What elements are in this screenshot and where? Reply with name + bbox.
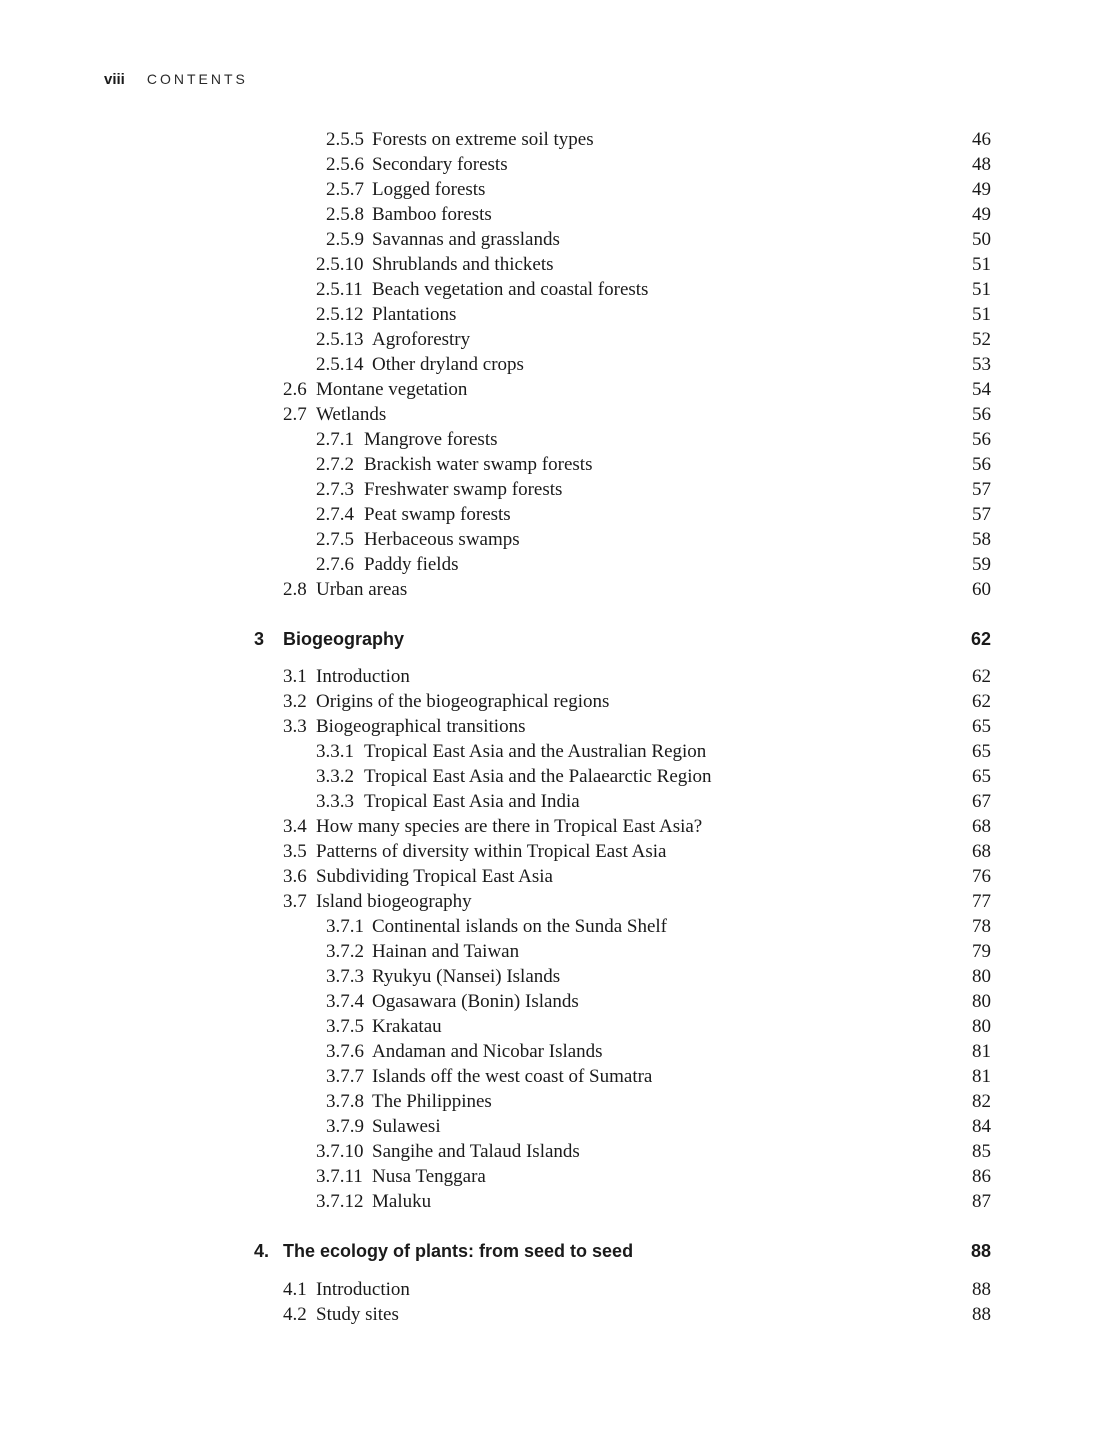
entry-number: 3.1: [283, 666, 307, 687]
entry-number: 2.5.13: [316, 329, 364, 350]
entry-page: 50: [972, 229, 991, 250]
toc-entry[interactable]: [0, 914, 1117, 939]
entry-title: Islands off the west coast of Sumatra: [372, 1066, 653, 1087]
entry-page: 77: [972, 891, 991, 912]
entry-title: Secondary forests: [372, 154, 508, 175]
toc-entry[interactable]: [0, 252, 1117, 277]
chapter-title: Biogeography: [283, 629, 405, 649]
entry-number: 2.5.5: [326, 129, 364, 150]
entry-number: 2.7.5: [316, 529, 354, 550]
entry-title: Urban areas: [316, 579, 408, 600]
entry-number: 2.7.6: [316, 554, 354, 575]
entry-number: 3.3: [283, 716, 307, 737]
entry-title: Other dryland crops: [372, 354, 524, 375]
entry-page: 79: [972, 941, 991, 962]
toc-entry[interactable]: [0, 939, 1117, 964]
toc-entry[interactable]: [0, 402, 1117, 427]
entry-page: 51: [972, 254, 991, 275]
entry-title: Krakatau: [372, 1016, 442, 1037]
toc-entry[interactable]: [0, 789, 1117, 814]
entry-page: 65: [972, 716, 991, 737]
entry-page: 86: [972, 1166, 991, 1187]
entry-page: 59: [972, 554, 991, 575]
toc-entry[interactable]: [0, 1064, 1117, 1089]
entry-number: 3.7.8: [326, 1091, 364, 1112]
entry-title: Brackish water swamp forests: [364, 454, 593, 475]
toc-entry[interactable]: [0, 1089, 1117, 1114]
entry-page: 62: [972, 691, 991, 712]
entry-page: 67: [972, 791, 991, 812]
entry-page: 88: [972, 1279, 991, 1300]
toc-entry[interactable]: [0, 1039, 1117, 1064]
entry-number: 3.7.7: [326, 1066, 364, 1087]
chapter-title: The ecology of plants: from seed to seed: [283, 1241, 634, 1261]
entry-title: Study sites: [316, 1304, 399, 1325]
toc-entry[interactable]: [0, 127, 1117, 152]
toc-entry[interactable]: [0, 502, 1117, 527]
entry-title: Ogasawara (Bonin) Islands: [372, 991, 579, 1012]
toc-entry[interactable]: [0, 664, 1117, 689]
entry-number: 3.7.12: [316, 1191, 364, 1212]
entry-title: Hainan and Taiwan: [372, 941, 520, 962]
entry-title: Origins of the biogeographical regions: [316, 691, 610, 712]
toc-chapter-heading[interactable]: [0, 627, 1117, 652]
chapter-number: 3: [254, 629, 265, 649]
entry-title: Introduction: [316, 666, 410, 687]
toc-entry[interactable]: [0, 527, 1117, 552]
entry-title: How many species are there in Tropical East Asia?: [316, 816, 703, 837]
toc-entry[interactable]: [0, 352, 1117, 377]
entry-page: 84: [972, 1116, 991, 1137]
entry-title: Andaman and Nicobar Islands: [372, 1041, 603, 1062]
toc-entry[interactable]: [0, 714, 1117, 739]
entry-number: 3.7.11: [316, 1166, 363, 1187]
entry-page: 68: [972, 816, 991, 837]
entry-title: Forests on extreme soil types: [372, 129, 594, 150]
entry-page: 85: [972, 1141, 991, 1162]
toc-entry[interactable]: [0, 277, 1117, 302]
entry-number: 3.7.6: [326, 1041, 364, 1062]
toc-entry[interactable]: [0, 889, 1117, 914]
entry-page: 60: [972, 579, 991, 600]
running-header: [104, 71, 248, 93]
entry-number: 2.5.12: [316, 304, 364, 325]
entry-number: 3.6: [283, 866, 307, 887]
entry-title: Island biogeography: [316, 891, 472, 912]
toc-entry[interactable]: [0, 1139, 1117, 1164]
entry-page: 51: [972, 279, 991, 300]
entry-number: 2.5.10: [316, 254, 364, 275]
entry-page: 58: [972, 529, 991, 550]
entry-title: Herbaceous swamps: [364, 529, 520, 550]
entry-page: 56: [972, 404, 991, 425]
entry-number: 3.7.1: [326, 916, 364, 937]
toc-entry[interactable]: [0, 1014, 1117, 1039]
entry-title: Continental islands on the Sunda Shelf: [372, 916, 668, 937]
toc-entry[interactable]: [0, 764, 1117, 789]
entry-number: 3.7: [283, 891, 307, 912]
entry-title: Sulawesi: [372, 1116, 441, 1137]
entry-page: 82: [972, 1091, 991, 1112]
entry-number: 2.6: [283, 379, 307, 400]
entry-page: 52: [972, 329, 991, 350]
entry-page: 81: [972, 1066, 991, 1087]
entry-number: 3.3.3: [316, 791, 354, 812]
toc-entry[interactable]: [0, 864, 1117, 889]
chapter-page: 88: [970, 1241, 991, 1261]
entry-title: Beach vegetation and coastal forests: [372, 279, 649, 300]
entry-page: 48: [972, 154, 991, 175]
entry-page: 57: [972, 479, 991, 500]
entry-number: 3.7.9: [326, 1116, 364, 1137]
toc-entry[interactable]: [0, 689, 1117, 714]
entry-title: Paddy fields: [364, 554, 459, 575]
entry-title: Agroforestry: [372, 329, 471, 350]
entry-page: 78: [972, 916, 991, 937]
entry-title: Introduction: [316, 1279, 410, 1300]
entry-title: Freshwater swamp forests: [364, 479, 563, 500]
toc-entry[interactable]: [0, 1164, 1117, 1189]
toc-entry[interactable]: [0, 739, 1117, 764]
entry-page: 81: [972, 1041, 991, 1062]
chapter-page: 62: [970, 629, 991, 649]
entry-title: Subdividing Tropical East Asia: [316, 866, 553, 887]
entry-number: 3.7.5: [326, 1016, 364, 1037]
toc-entry[interactable]: [0, 1302, 1117, 1327]
toc-entry[interactable]: [0, 427, 1117, 452]
entry-number: 2.5.14: [316, 354, 364, 375]
entry-page: 68: [972, 841, 991, 862]
toc-entry[interactable]: [0, 814, 1117, 839]
toc-entry[interactable]: [0, 202, 1117, 227]
entry-number: 2.8: [283, 579, 307, 600]
entry-title: Ryukyu (Nansei) Islands: [372, 966, 561, 987]
entry-page: 56: [972, 429, 991, 450]
entry-title: Maluku: [372, 1191, 432, 1212]
entry-title: Tropical East Asia and India: [364, 791, 580, 812]
toc-entry[interactable]: [0, 552, 1117, 577]
toc-entry[interactable]: [0, 839, 1117, 864]
entry-title: Tropical East Asia and the Palaearctic Region: [364, 766, 712, 787]
entry-page: 88: [972, 1304, 991, 1325]
entry-number: 3.7.10: [316, 1141, 364, 1162]
entry-page: 65: [972, 741, 991, 762]
chapter-number: 4.: [254, 1241, 270, 1261]
entry-number: 2.7: [283, 404, 307, 425]
entry-title: Wetlands: [316, 404, 387, 425]
entry-number: 4.2: [283, 1304, 307, 1325]
toc-entry[interactable]: [0, 1277, 1117, 1302]
entry-number: 3.2: [283, 691, 307, 712]
entry-number: 2.5.6: [326, 154, 364, 175]
entry-number: 3.7.2: [326, 941, 364, 962]
entry-title: Mangrove forests: [364, 429, 498, 450]
entry-title: Peat swamp forests: [364, 504, 511, 525]
entry-page: 49: [972, 179, 991, 200]
entry-number: 2.5.9: [326, 229, 364, 250]
entry-title: Sangihe and Talaud Islands: [372, 1141, 580, 1162]
entry-number: 2.7.2: [316, 454, 354, 475]
entry-number: 2.7.4: [316, 504, 354, 525]
entry-title: Logged forests: [372, 179, 486, 200]
entry-number: 2.7.1: [316, 429, 354, 450]
entry-page: 53: [972, 354, 991, 375]
toc-entry[interactable]: [0, 1189, 1117, 1214]
entry-page: 56: [972, 454, 991, 475]
toc-entry[interactable]: [0, 377, 1117, 402]
toc-entry[interactable]: [0, 577, 1117, 602]
entry-number: 3.5: [283, 841, 307, 862]
entry-page: 76: [972, 866, 991, 887]
entry-page: 80: [972, 1016, 991, 1037]
entry-page: 54: [972, 379, 991, 400]
entry-page: 80: [972, 966, 991, 987]
entry-page: 87: [972, 1191, 991, 1212]
entry-number: 2.5.8: [326, 204, 364, 225]
entry-number: 3.7.4: [326, 991, 364, 1012]
entry-number: 3.3.2: [316, 766, 354, 787]
entry-number: 3.3.1: [316, 741, 354, 762]
entry-title: Plantations: [372, 304, 457, 325]
entry-number: 2.7.3: [316, 479, 354, 500]
entry-number: 3.7.3: [326, 966, 364, 987]
entry-number: 2.5.11: [316, 279, 363, 300]
toc-entry[interactable]: [0, 152, 1117, 177]
toc-chapter-heading[interactable]: [0, 1239, 1117, 1264]
entry-number: 3.4: [283, 816, 307, 837]
entry-title: Patterns of diversity within Tropical East Asia: [316, 841, 667, 862]
entry-page: 49: [972, 204, 991, 225]
entry-page: 80: [972, 991, 991, 1012]
running-head-title: CONTENTS: [146, 71, 248, 87]
entry-page: 62: [972, 666, 991, 687]
entry-page: 65: [972, 766, 991, 787]
entry-page: 51: [972, 304, 991, 325]
entry-title: Tropical East Asia and the Australian Region: [364, 741, 707, 762]
toc-entry[interactable]: [0, 327, 1117, 352]
entry-title: Shrublands and thickets: [372, 254, 554, 275]
toc-entry[interactable]: [0, 477, 1117, 502]
entry-title: Bamboo forests: [372, 204, 492, 225]
toc-entry[interactable]: [0, 964, 1117, 989]
entry-title: Biogeographical transitions: [316, 716, 526, 737]
toc-entry[interactable]: [0, 177, 1117, 202]
toc-entry[interactable]: [0, 1114, 1117, 1139]
entry-number: 2.5.7: [326, 179, 364, 200]
entry-number: 4.1: [283, 1279, 307, 1300]
entry-page: 46: [972, 129, 991, 150]
page-folio: viii: [104, 71, 125, 88]
entry-page: 57: [972, 504, 991, 525]
entry-title: Savannas and grasslands: [372, 229, 560, 250]
toc-entry[interactable]: [0, 227, 1117, 252]
entry-title: Nusa Tenggara: [372, 1166, 486, 1187]
toc-entry[interactable]: [0, 452, 1117, 477]
toc-entry[interactable]: [0, 989, 1117, 1014]
toc-entry[interactable]: [0, 302, 1117, 327]
entry-title: Montane vegetation: [316, 379, 468, 400]
entry-title: The Philippines: [372, 1091, 492, 1112]
